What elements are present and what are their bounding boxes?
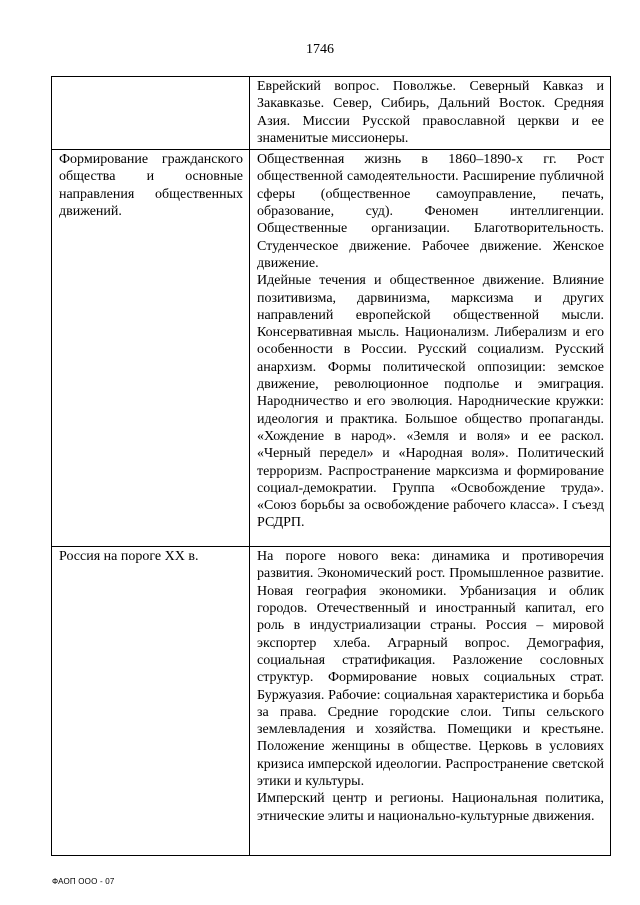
- table-row: [52, 547, 611, 856]
- table-row: [52, 77, 611, 150]
- topic-cell: [52, 77, 250, 150]
- page-number: 1746: [306, 42, 334, 57]
- table-row: [52, 150, 611, 547]
- content-paragraph: Еврейский вопрос. Поволжье. Северный Кавказ и Закавказье. Север, Сибирь, Дальний Восток. Средняя Азия. Миссии Русской православной церкви и ее знаменитые миссионеры.: [257, 79, 604, 146]
- content-paragraph: Имперский центр и регионы. Национальная политика, этнические элиты и национально-культурные движения.: [257, 791, 604, 824]
- content-paragraph: Идейные течения и общественное движение. Влияние позитивизма, дарвинизма, марксизма и других направлений европейской общественной мысли. Консервативная мысль. Национализм. Либерализм и его особенности в России. Русский социализм. Русский анархизм. Формы политической оппозиции: земское движение, революционное подполье и эмиграция. Народничество и его эволюция. Народнические кружки: идеология и практика. Большое общество пропаганды. «Хождение в народ». «Земля и воля» и ее раскол. «Черный передел» и «Народная воля». Политический терроризм. Распространение марксизма и формирование социал-демократии. Группа «Освобождение труда». «Союз борьбы за освобождение рабочего класса». I съезд РСДРП.: [257, 273, 604, 531]
- content-paragraph: На пороге нового века: динамика и противоречия развития. Экономический рост. Промышленное развитие. Новая география экономики. Урбанизация и облик городов. Отечественный и иностранный капитал, его роль в индустриализации страны. Россия – мировой экспортер хлеба. Аграрный вопрос. Демография, социальная стратификация. Разложение сословных структур. Формирование новых социальных страт. Буржуазия. Рабочие: социальная характеристика и борьба за права. Средние городские слои. Типы сельского землевладения и хозяйства. Помещики и крестьяне. Положение женщины в обществе. Церковь в условиях кризиса имперской идеологии. Распространение светской этики и культуры.: [257, 549, 604, 790]
- content-cell: [250, 150, 611, 547]
- content-paragraph: Общественная жизнь в 1860–1890-х гг. Рост общественной самодеятельности. Расширение публичной сферы (общественное самоуправление, печать, образование, суд). Феномен интеллигенции. Общественные организации. Благотворительность. Студенческое движение. Рабочее движение. Женское движение.: [257, 152, 604, 271]
- content-cell: [250, 547, 611, 856]
- topic-cell: Россия на пороге XX в.: [52, 547, 250, 856]
- topic-cell: Формирование гражданского общества и основные направления общественных движений.: [52, 150, 250, 547]
- document-code-footer: ФАОП ООО - 07: [52, 877, 115, 886]
- curriculum-table: [51, 76, 611, 856]
- content-cell: [250, 77, 611, 150]
